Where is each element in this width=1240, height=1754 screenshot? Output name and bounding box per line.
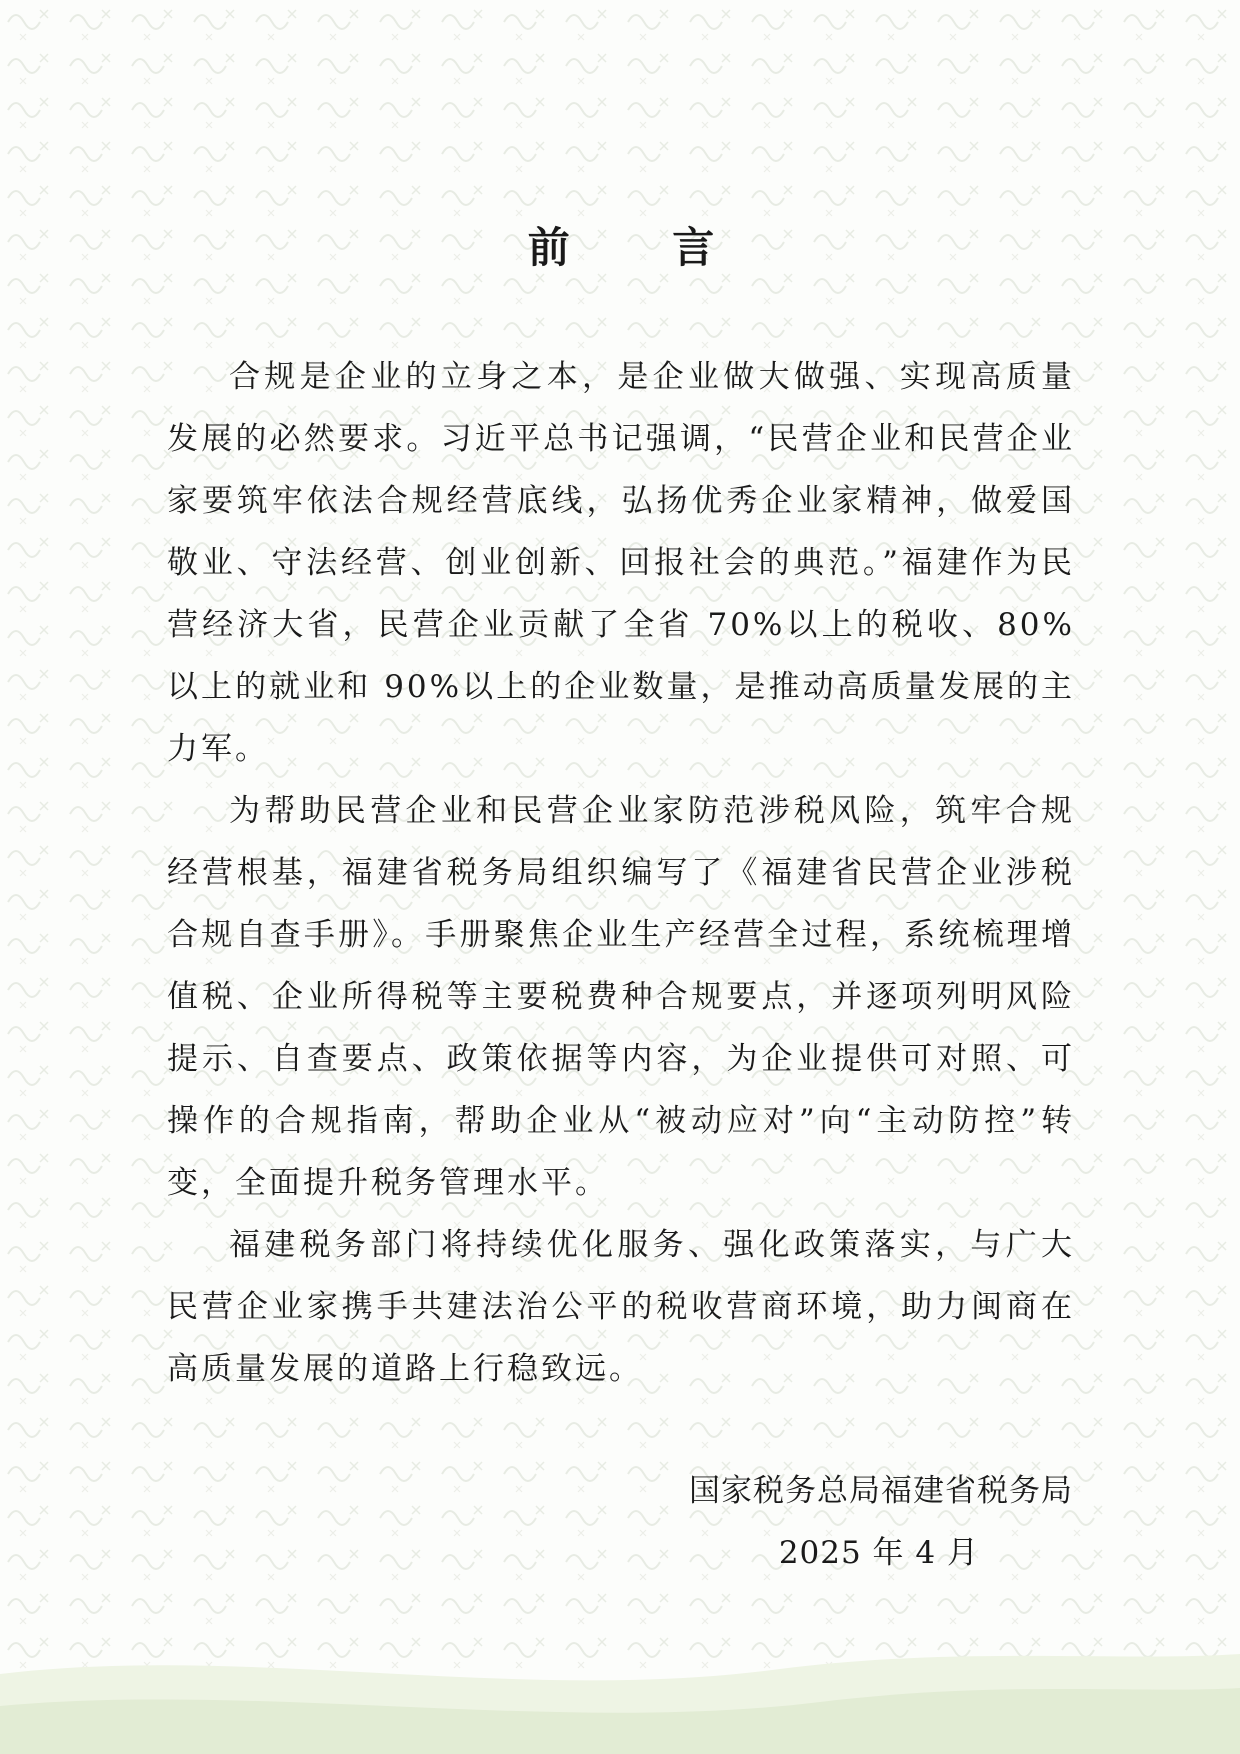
bottom-wave-decoration: [0, 1634, 1240, 1754]
paragraph-2: 为帮助民营企业和民营企业家防范涉税风险，筑牢合规经营根基，福建省税务局组织编写了《福建省民营企业涉税合规自查手册》。手册聚焦企业生产经营全过程，系统梳理增值税、企业所得税等主要税费种合规要点，并逐项列明风险提示、自查要点、政策依据等内容，为企业提供可对照、可操作的合规指南，帮助企业从“被动应对”向“主动防控”转变，全面提升税务管理水平。: [167, 793, 1075, 1201]
signature-organization: 国家税务总局福建省税务局: [689, 1473, 1073, 1509]
document-title: 前 言: [527, 223, 759, 272]
document-body: [167, 346, 1075, 1400]
signature-date: 2025 年 4 月: [778, 1535, 979, 1571]
paragraph-1: 合规是企业的立身之本，是企业做大做强、实现高质量发展的必然要求。习近平总书记强调，“民营企业和民营企业家要筑牢依法合规经营底线，弘扬优秀企业家精神，做爱国敬业、守法经营、创业创新、回报社会的典范。”福建作为民营经济大省，民营企业贡献了全省 70%以上的税收、80%以上的就业和 90%以上的企业数量，是推动高质量发展的主力军。: [167, 359, 1075, 767]
paragraph-3: 福建税务部门将持续优化服务、强化政策落实，与广大民营企业家携手共建法治公平的税收营商环境，助力闽商在高质量发展的道路上行稳致远。: [167, 1227, 1075, 1387]
